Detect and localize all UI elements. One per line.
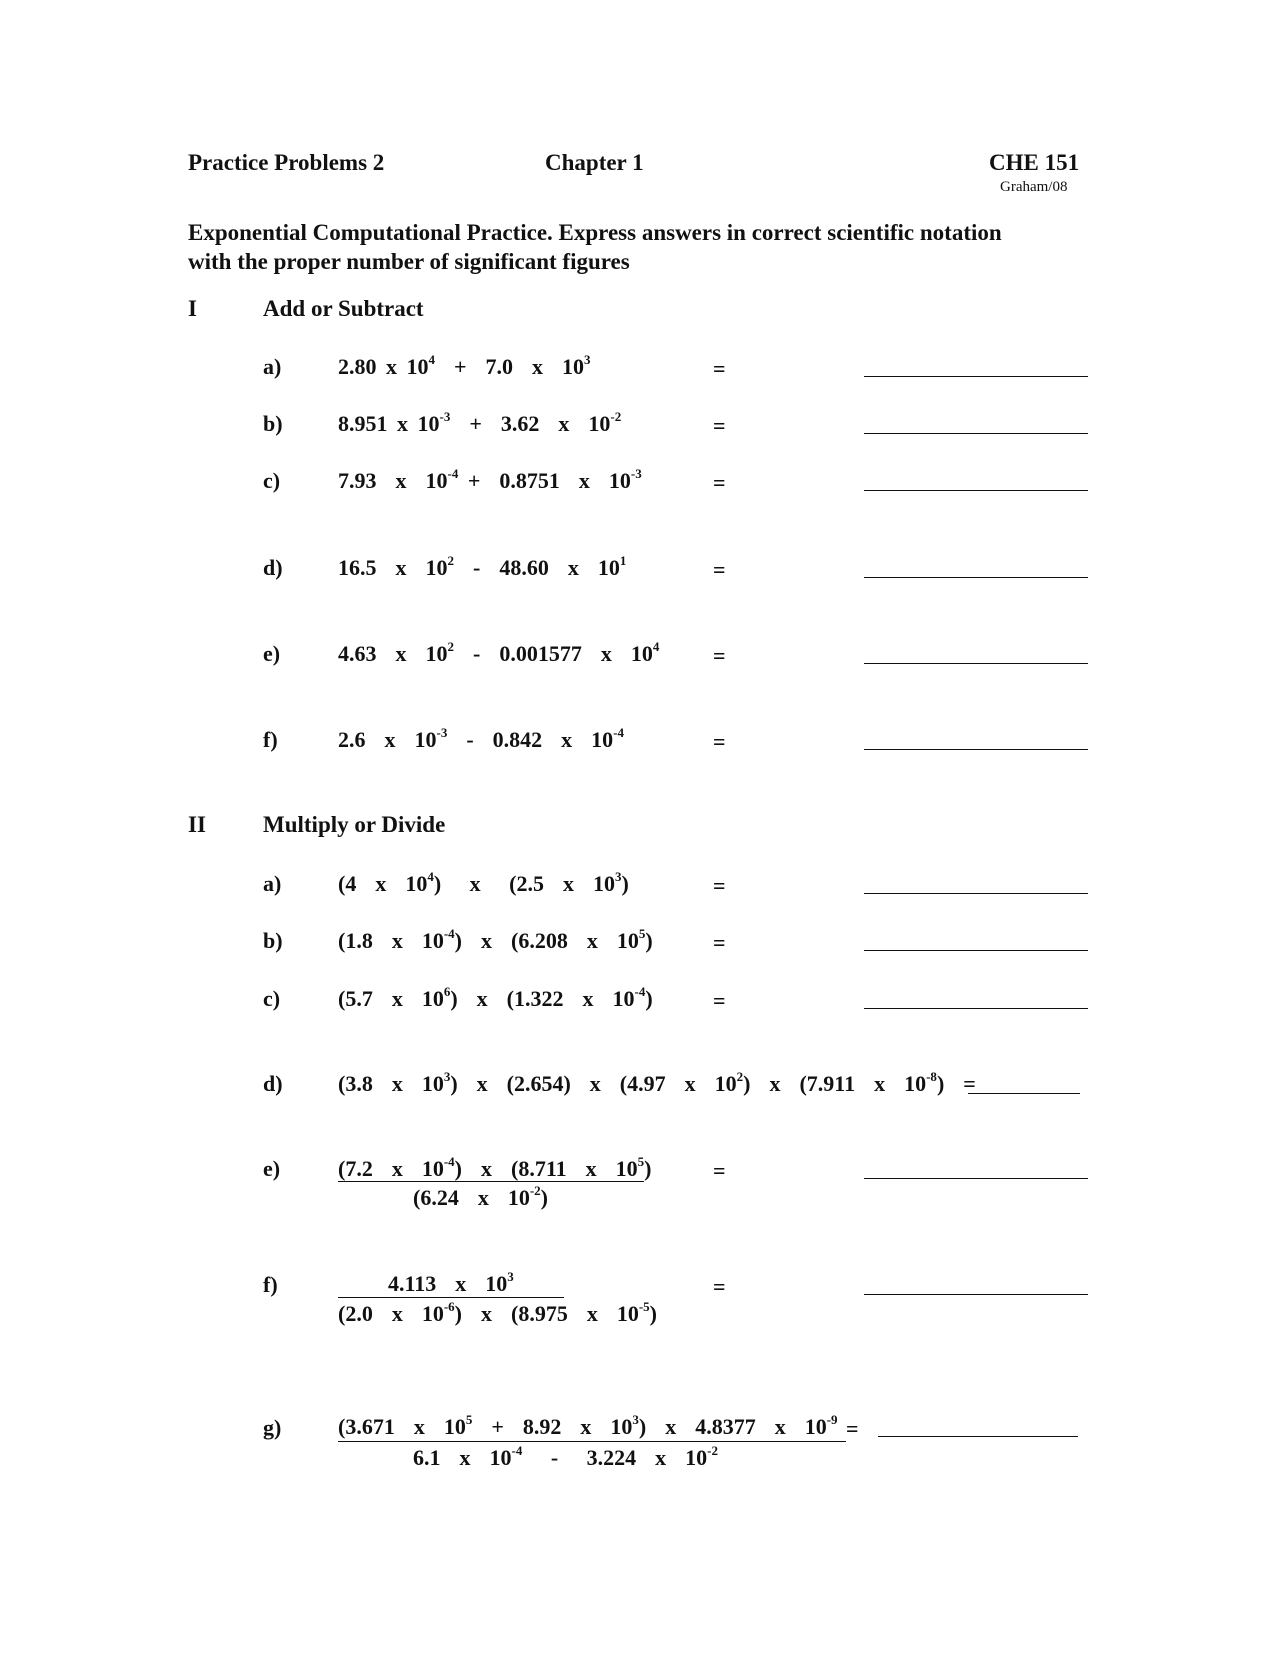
answer-blank[interactable] — [864, 1294, 1088, 1295]
answer-blank[interactable] — [864, 490, 1088, 491]
answer-blank[interactable] — [864, 663, 1088, 664]
problem-label: f) — [263, 727, 278, 752]
fraction-denominator: 6.1 x $10^{-4} - 3.224$ x $10^{-2}$ — [413, 1443, 719, 1470]
problem-expression: 8.951 x $10^{-3} + 3.62$ x $10^{-2}$ — [338, 409, 622, 436]
equals-sign: = — [713, 873, 726, 898]
problem-label: f) — [263, 1272, 278, 1297]
problem-expression: (4 x $10^4$) x (2.5 x $10^3$) — [338, 869, 629, 896]
header-chapter: Chapter 1 — [545, 150, 644, 175]
problem-expression: (5.7 x $10^6$) x (1.322 x $10^{-4}$) — [338, 984, 653, 1011]
problem-label: e) — [263, 1156, 281, 1181]
answer-blank[interactable] — [878, 1436, 1078, 1437]
problem-label: g) — [263, 1415, 282, 1440]
header-author: Graham/08 — [1000, 179, 1068, 195]
section-1-title: Add or Subtract — [263, 296, 424, 321]
answer-blank[interactable] — [864, 577, 1088, 578]
problem-label: a) — [263, 871, 282, 896]
problem-expression: 7.93 x $10^{-4} + 0.8751$ x $10^{-3}$ — [338, 466, 642, 493]
answer-blank[interactable] — [864, 1178, 1088, 1179]
equals-sign: = — [713, 988, 726, 1013]
problem-label: d) — [263, 555, 283, 580]
problem-label: e) — [263, 641, 281, 666]
problem-expression: 16.5 x $10^2 - 48.60$ x $10^1$ — [338, 553, 627, 580]
equals-sign: = — [713, 356, 726, 381]
problem-label: d) — [263, 1071, 283, 1096]
equals-sign: = — [713, 729, 726, 754]
equals-sign: = — [713, 930, 726, 955]
problem-label: a) — [263, 354, 282, 379]
instructions-line-2: with the proper number of significant figures — [188, 249, 630, 274]
equals-sign: = — [846, 1416, 859, 1441]
answer-blank[interactable] — [864, 376, 1088, 377]
fraction-bar — [338, 1441, 846, 1442]
equals-sign: = — [713, 557, 726, 582]
problem-expression: 2.6 x $10^{-3} - 0.842$ x $10^{-4}$ — [338, 725, 625, 752]
problem-label: c) — [263, 986, 281, 1011]
fraction-numerator: (7.2 x $10^{-4}$) x (8.711 x $10^5$) — [338, 1154, 652, 1181]
header-title: Practice Problems 2 — [188, 150, 385, 175]
problem-label: b) — [263, 928, 283, 953]
fraction-denominator: (6.24 x $10^{-2}$) — [413, 1183, 548, 1210]
problem-expression: 2.80 x $10^4 + 7.0$ x $10^3$ — [338, 352, 591, 379]
answer-blank[interactable] — [968, 1093, 1080, 1094]
answer-blank[interactable] — [864, 433, 1088, 434]
instructions-line-1: Exponential Computational Practice. Express answers in correct scientific notation — [188, 220, 1002, 245]
header-course: CHE 151 — [989, 150, 1080, 175]
section-2-title: Multiply or Divide — [263, 812, 446, 837]
answer-blank[interactable] — [864, 893, 1088, 894]
fraction-bar — [338, 1181, 644, 1182]
equals-sign: = — [713, 1158, 726, 1183]
problem-label: b) — [263, 411, 283, 436]
answer-blank[interactable] — [864, 749, 1088, 750]
equals-sign: = — [713, 1274, 726, 1299]
problem-label: c) — [263, 468, 281, 493]
problem-expression: 4.63 x $10^2 - 0.001577$ x $10^4$ — [338, 639, 660, 666]
equals-sign: = — [713, 413, 726, 438]
fraction-bar — [338, 1297, 564, 1298]
answer-blank[interactable] — [864, 1008, 1088, 1009]
fraction-denominator: (2.0 x $10^{-6}$) x (8.975 x $10^{-5}$) — [338, 1299, 657, 1326]
equals-sign: = — [713, 470, 726, 495]
problem-expression: (1.8 x $10^{-4}$) x (6.208 x $10^5$) — [338, 926, 653, 953]
answer-blank[interactable] — [864, 950, 1088, 951]
section-2-numeral: II — [188, 812, 206, 837]
equals-sign: = — [713, 643, 726, 668]
section-1-numeral: I — [188, 296, 197, 321]
fraction-numerator: (3.671 x $10^5 + 8.92$ x $10^3$) x 4.8377 x $10^{-9}$ — [338, 1412, 838, 1439]
fraction-numerator: 4.113 x $10^3$ — [388, 1269, 514, 1296]
problem-expression: (3.8 x $10^3$) x (2.654) x (4.97 x $10^2$) x (7.911 x $10^{-8}$) = — [338, 1069, 976, 1096]
